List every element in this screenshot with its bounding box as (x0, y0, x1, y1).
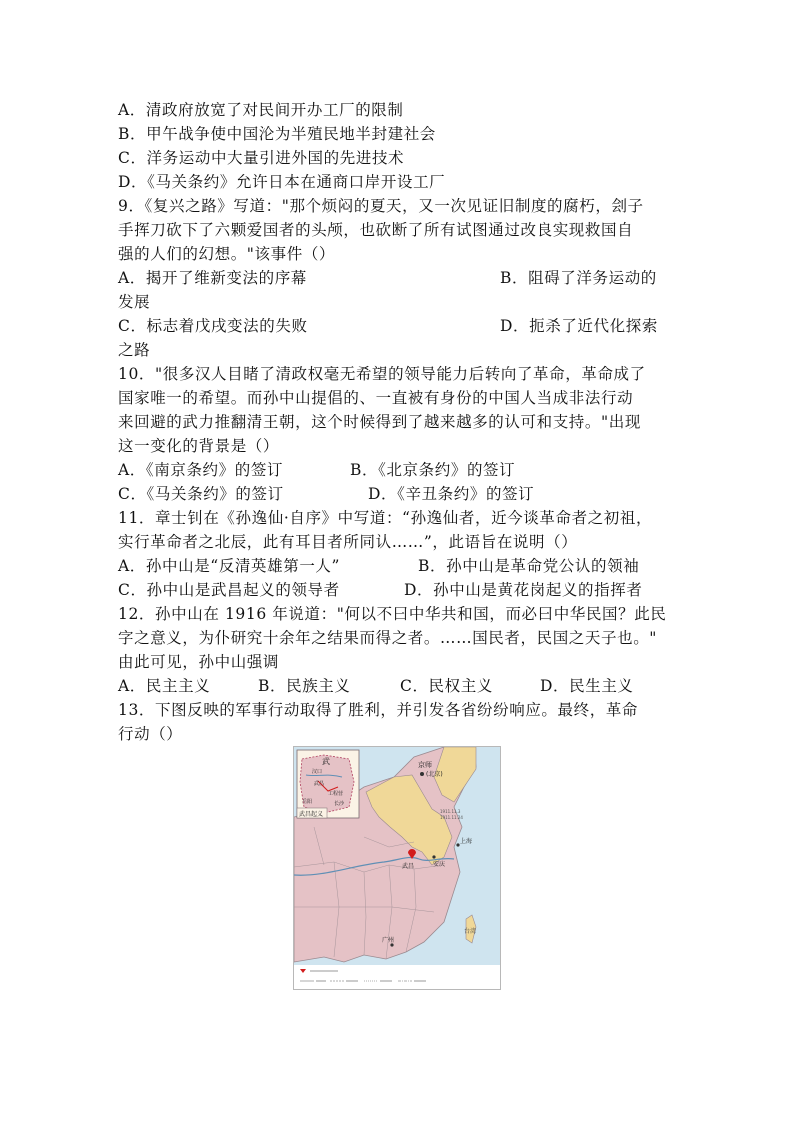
map-legend (294, 965, 500, 989)
inset-place-yueyang: 岳阳 (302, 799, 313, 805)
q12-option-d: D．民生主义 (540, 677, 634, 695)
q13-stem-line-1: 13．下图反映的军事行动取得了胜利，并引发各省纷纷响应。最终，革命 (118, 701, 639, 719)
q9-option-b-wrap: 发展 (118, 293, 151, 311)
q9-option-c: C．标志着戊戌变法的失败 (118, 317, 308, 335)
inset-place-changsha: 长沙 (334, 801, 345, 807)
q9-option-a: A．揭开了维新变法的序幕 (118, 269, 307, 287)
q13-stem-line-2: 行动（） (118, 725, 183, 743)
q8-option-d: D．《马关条约》允许日本在通商口岸开设工厂 (118, 173, 446, 191)
q10-stem-line-1: 10．"很多汉人目睹了清政权毫无希望的领导能力后转向了革命，革命成了 (118, 365, 646, 383)
taiwan-label: 台湾 (464, 928, 477, 935)
q11-option-a: A．孙中山是“反清英雄第一人” (118, 557, 341, 575)
china-map (294, 747, 500, 989)
anqing-label: 安庆 (433, 861, 446, 868)
inset-place-hankou: 汉口 (312, 769, 323, 775)
q8-option-b: B．甲午战争使中国沦为半殖民地半封建社会 (118, 125, 436, 143)
q9-option-d: D．扼杀了近代化探索 (500, 317, 658, 335)
q12-stem-line-2: 字之意义，为仆研究十余年之结果而得之者。……国民者，民国之天子也。" (118, 629, 658, 647)
q9-option-b: B．阻碍了洋务运动的 (500, 269, 657, 287)
q8-option-a: A．清政府放宽了对民间开办工厂的限制 (118, 101, 404, 119)
wuchang-label: 武昌 (402, 863, 415, 870)
q9-stem-line-1: 9．《复兴之路》写道："那个烦闷的夏天，又一次见证旧制度的腐朽，刽子 (118, 197, 644, 215)
q10-stem-line-2: 国家唯一的希望。而孙中山提倡的、一直被有身份的中国人当成非法行动 (118, 389, 634, 407)
q10-stem-line-3: 来回避的武力推翻清王朝，这个时候得到了越来越多的认可和支持。"出现 (118, 413, 641, 431)
capital-note: (北京) (426, 771, 443, 778)
q12-stem-line-1: 12．孙中山在 1916 年说道："何以不曰中华共和国，而必曰中华民国？此民 (118, 605, 667, 623)
inset-place-engineer-camp: 工程营 (328, 791, 344, 797)
guangzhou-label: 广州 (382, 937, 395, 944)
q11-option-d: D．孙中山是黄花岗起义的指挥者 (404, 581, 643, 599)
inset-place-wuchang: 武昌 (314, 781, 325, 787)
q12-stem-line-3: 由此可见，孙中山强调 (118, 653, 280, 671)
q9-stem-line-2: 手挥刀砍下了六颗爱国者的头颅，也砍断了所有试图通过改良实现救国自 (118, 221, 634, 239)
capital-label: 京师 (418, 761, 432, 769)
inset-title: 武 (322, 757, 330, 766)
q11-option-b: B．孙中山是革命党公认的领袖 (418, 557, 640, 575)
inset-caption: 武昌起义 (299, 811, 324, 818)
revolution-map-figure (293, 746, 501, 990)
q12-option-b: B．民族主义 (258, 677, 351, 695)
q11-option-c: C．孙中山是武昌起义的领导者 (118, 581, 340, 599)
date-note-1: 1911.11.3 (440, 809, 461, 814)
q11-stem-line-1: 11．章士钊在《孙逸仙·自序》中写道：“孙逸仙者，近今谈革命者之初祖， (118, 509, 653, 527)
anqing-marker (432, 855, 435, 858)
q9-option-d-wrap: 之路 (118, 341, 151, 359)
q10-option-a: A．《南京条约》的签订 (118, 461, 284, 479)
q11-stem-line-2: 实行革命者之北辰，此有耳目者所同认……”，此语旨在说明（） (118, 533, 578, 551)
q12-option-c: C．民权主义 (400, 677, 493, 695)
inset-map (297, 750, 359, 818)
q10-option-b: B．《北京条约》的签订 (350, 461, 516, 479)
shanghai-label: 上海 (460, 838, 473, 845)
q10-stem-line-4: 这一变化的背景是（） (118, 437, 280, 455)
q10-option-c: C．《马关条约》的签订 (118, 485, 284, 503)
date-note-2: 1911.11.24 (440, 815, 463, 820)
capital-marker (420, 772, 424, 776)
q9-stem-line-3: 强的人们的幻想。"该事件（） (118, 245, 336, 263)
q10-option-d: D．《辛丑条约》的签订 (368, 485, 535, 503)
q12-option-a: A．民主主义 (118, 677, 211, 695)
q8-option-c: C．洋务运动中大量引进外国的先进技术 (118, 149, 405, 167)
